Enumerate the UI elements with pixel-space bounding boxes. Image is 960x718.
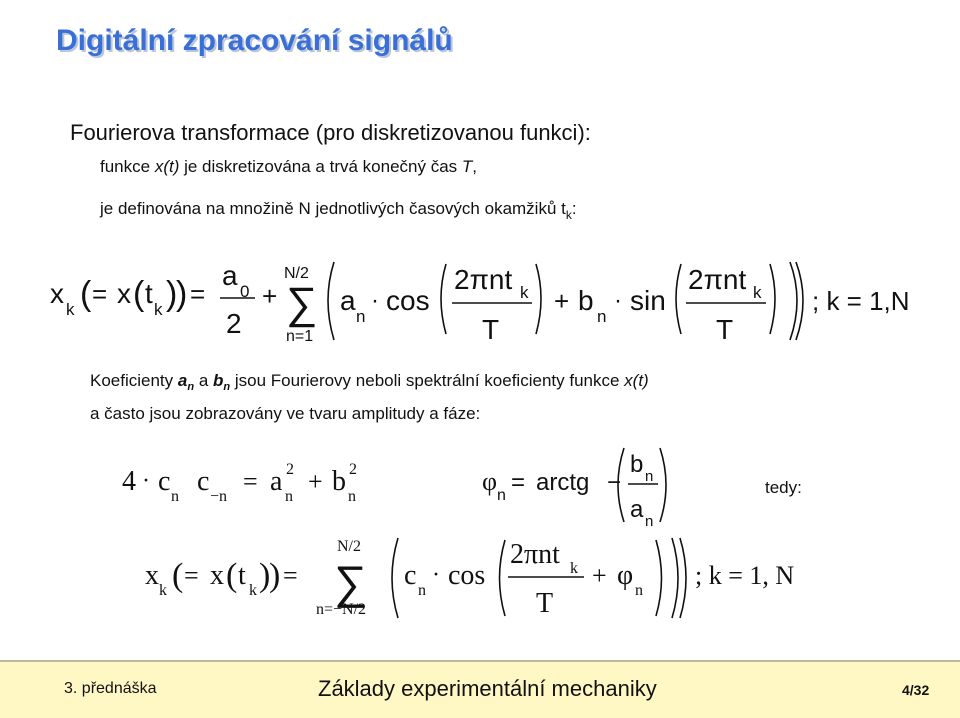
f2-a-sup: 2	[286, 461, 294, 478]
f4-den: T	[536, 588, 554, 619]
section-heading: Fourierova transformace (pro diskretizovanou funkci):	[70, 120, 591, 145]
f3-arctg: arctg	[536, 469, 590, 496]
f1-plus: +	[262, 281, 278, 311]
f3-minus: −	[607, 469, 622, 496]
f1-num2-sub: k	[753, 283, 762, 302]
f4-dot: ·	[432, 562, 440, 588]
f4-x: x	[145, 560, 159, 591]
f1-cos: cos	[386, 285, 430, 316]
line1-period: T	[461, 157, 473, 176]
f1-x: x	[50, 278, 64, 309]
f3-paren-right	[660, 448, 666, 522]
f1-sum-lower: n=1	[286, 328, 314, 345]
f4-sum-upper: N/2	[337, 538, 361, 555]
f2-c2-sub: −n	[210, 488, 228, 505]
f1-x2: x	[117, 278, 131, 309]
koef-p2: a	[194, 371, 213, 390]
f4-outer-paren-left	[392, 538, 398, 618]
f1-sin-paren-left	[676, 264, 681, 334]
f1-a0-sub: 0	[240, 282, 250, 301]
f1-t-sub: k	[154, 300, 163, 319]
f4-c-sub: n	[418, 582, 426, 599]
f4-x-sub: k	[159, 582, 167, 599]
f1-two: 2	[226, 308, 242, 339]
f4-sum: ∑	[334, 556, 367, 608]
f1-bn: b	[578, 285, 594, 316]
koef-bn: b	[213, 371, 224, 390]
line2-end: :	[571, 199, 577, 218]
line1-function: x(t)	[154, 157, 180, 176]
f2-eq: =	[243, 467, 258, 496]
f1-plus2: +	[554, 286, 570, 316]
f4-paren-close: )	[269, 557, 281, 594]
f2-c2: c	[197, 466, 210, 497]
f4-eq2: =	[283, 561, 298, 590]
koef-an-sub: n	[187, 381, 195, 393]
f4-paren-inner-open: (	[226, 557, 238, 594]
f1-x-sub: k	[66, 300, 75, 319]
f1-outer-paren-right	[790, 262, 797, 340]
f2-c: c	[158, 466, 171, 497]
f1-paren-close: )	[176, 275, 188, 313]
f1-a0: a	[222, 260, 238, 291]
f4-paren-open: (	[172, 557, 184, 594]
f4-t: t	[238, 560, 246, 591]
f1-cos-paren-right	[536, 264, 541, 334]
koef-p1: Koeficienty	[90, 371, 178, 390]
f1-paren-inner-open: (	[133, 275, 145, 313]
f1-outer-paren-left	[328, 262, 334, 340]
line1-middle: je diskretizována a trvá konečný čas	[179, 157, 462, 176]
f4-paren-inner-close: )	[259, 557, 271, 594]
line1-prefix: funkce	[100, 157, 155, 176]
f3-an-sub: n	[645, 513, 654, 530]
f2-four: 4	[122, 466, 136, 497]
f1-paren-open: (	[80, 275, 92, 313]
f3-phi: φ	[482, 467, 498, 496]
f1-den2: T	[716, 314, 734, 345]
koef-p3: jsou Fourierovy neboli spektrální koeficienty funkce	[230, 371, 625, 390]
koeficienty-line-1	[90, 371, 649, 391]
f2-b-sub: n	[348, 488, 356, 505]
f2-b-sup: 2	[349, 461, 357, 478]
slide-title: Digitální zpracování signálů	[56, 24, 453, 57]
f4-phi: φ	[617, 560, 634, 591]
f4-phi-sub: n	[635, 582, 643, 599]
tedy-label: tedy:	[765, 478, 802, 497]
f4-outer-paren-right	[672, 538, 678, 618]
f1-bn-sub: n	[597, 307, 607, 326]
f1-dot2: ·	[614, 287, 622, 314]
f3-bn-sub: n	[645, 468, 654, 485]
f1-den1: T	[482, 314, 500, 345]
f3-an: a	[630, 496, 644, 523]
f1-sin: sin	[630, 285, 666, 316]
f1-sum-upper: N/2	[284, 265, 309, 282]
f4-cos-paren-right	[656, 540, 662, 616]
f2-a: a	[270, 466, 283, 497]
f1-t: t	[145, 278, 153, 309]
f3-phi-sub: n	[497, 487, 506, 504]
f4-plus: +	[592, 561, 607, 590]
f4-sum-lower: n=−N/2	[316, 601, 367, 618]
line1-end: ,	[472, 157, 478, 176]
f1-dot: ·	[371, 287, 379, 314]
f1-num2: 2πnt	[688, 264, 747, 295]
f2-c-sub: n	[171, 488, 179, 505]
koef-function: x(t)	[624, 371, 649, 390]
footer-page-number: 4/32	[902, 682, 930, 698]
f1-an-sub: n	[356, 307, 366, 326]
f4-range: ; k = 1, N	[695, 561, 795, 590]
f4-t-sub: k	[249, 582, 257, 599]
f2-plus: +	[308, 467, 323, 496]
f1-range: ; k = 1,N	[812, 286, 910, 316]
line2-text: je definována na množině N jednotlivých časových okamžiků t	[100, 199, 566, 218]
f2-dot: ·	[142, 468, 150, 494]
f1-paren-inner-close: )	[166, 275, 178, 313]
f4-num-sub: k	[570, 560, 578, 577]
f2-a-sub: n	[285, 488, 293, 505]
f4-x2: x	[210, 560, 224, 591]
koef-an: a	[177, 371, 188, 390]
footer-course-title: Základy experimentální mechaniky	[318, 676, 657, 701]
koeficienty-line-2: a často jsou zobrazovány ve tvaru amplitudy a fáze:	[90, 404, 481, 423]
f4-eq: =	[184, 561, 199, 590]
f1-eq2: =	[190, 279, 206, 309]
footer-lecture: 3. přednáška	[64, 680, 157, 697]
f4-cos: cos	[448, 560, 486, 591]
f1-num1-sub: k	[520, 283, 529, 302]
f1-eq: =	[92, 279, 108, 309]
line2-subscript: k	[565, 208, 572, 222]
f3-eq: =	[511, 469, 526, 496]
f1-an: a	[340, 285, 356, 316]
f2-b: b	[332, 466, 346, 497]
f1-sum: ∑	[286, 279, 318, 328]
koef-bn-sub: n	[223, 381, 231, 393]
f1-num1: 2πnt	[454, 264, 513, 295]
f1-cos-paren-left	[441, 264, 446, 334]
f4-outer-paren-right-2	[680, 538, 686, 618]
f4-cos-paren-left	[500, 540, 506, 616]
f4-c: c	[404, 560, 417, 591]
f1-sin-paren-right	[770, 264, 775, 334]
f4-num: 2πnt	[510, 539, 560, 570]
f3-bn: b	[630, 451, 644, 478]
